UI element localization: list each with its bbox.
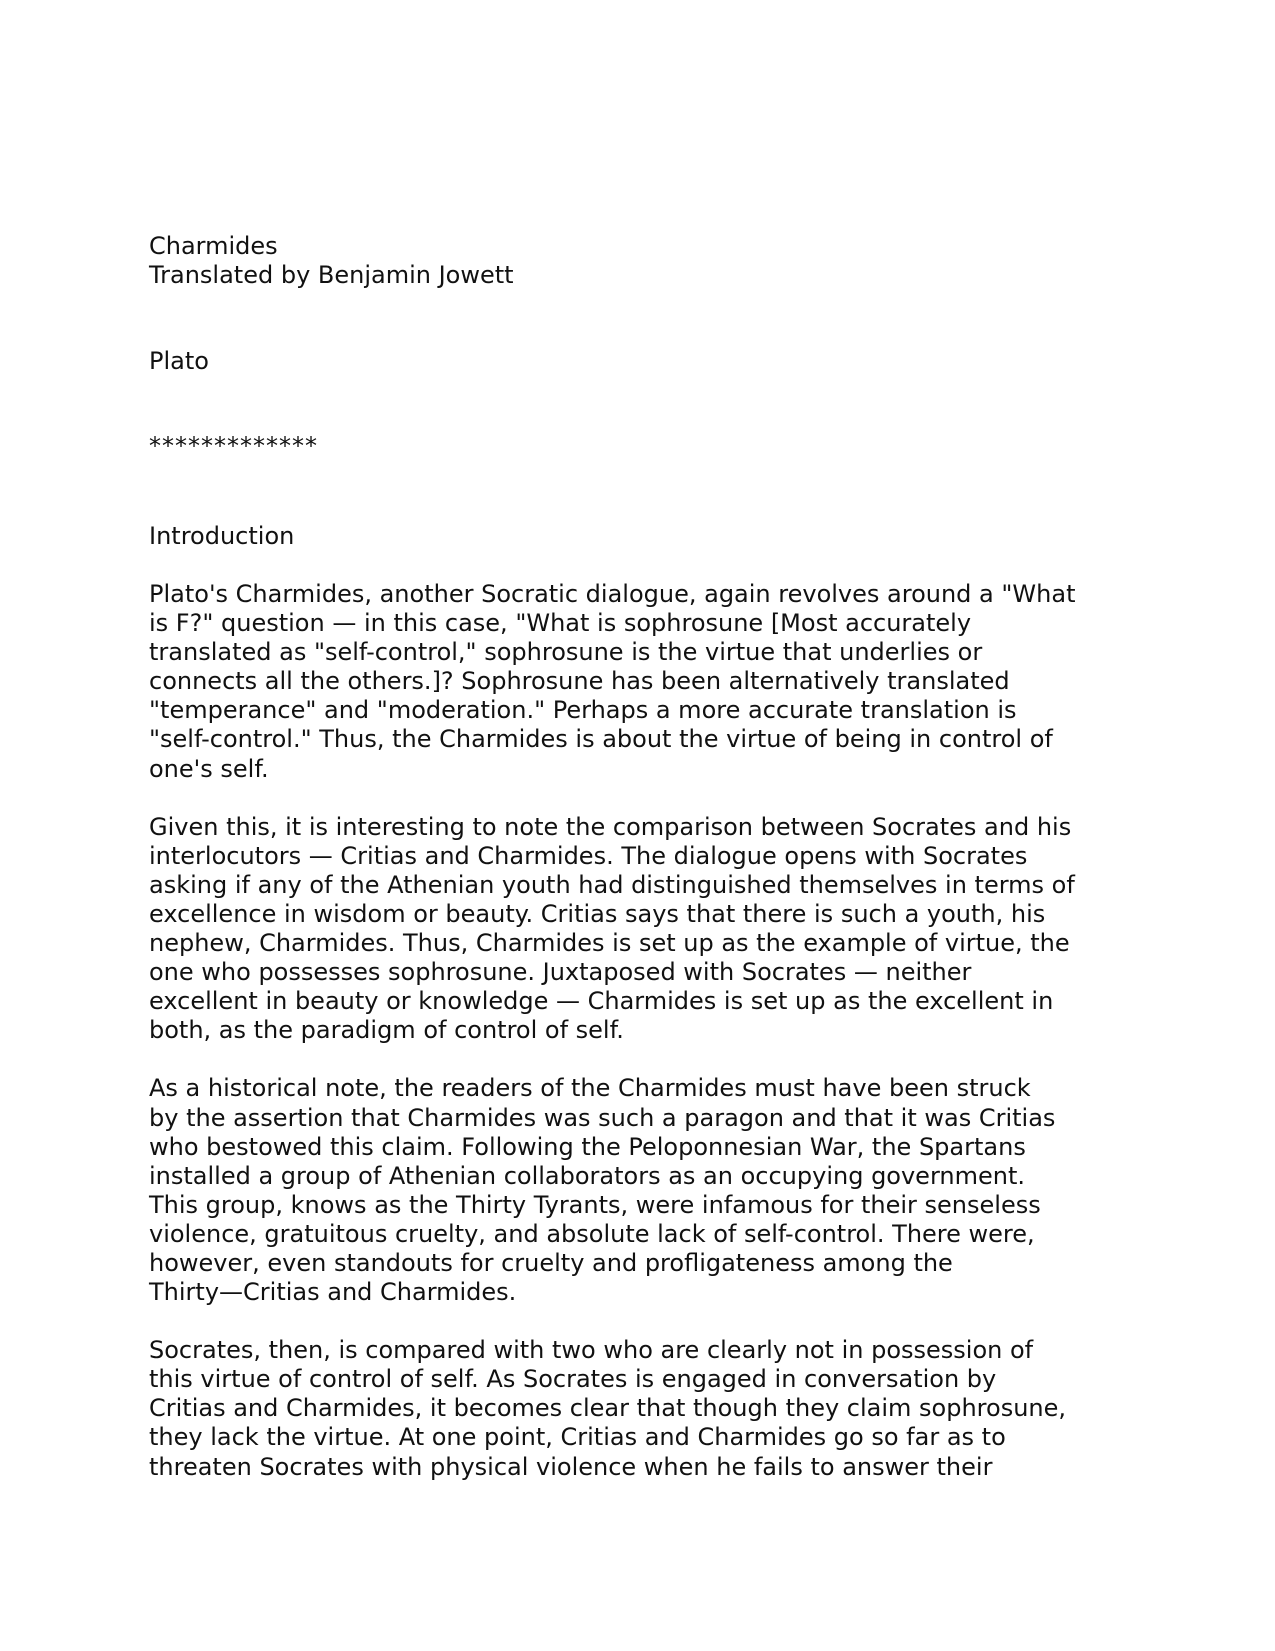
paragraph-line: violence, gratuitous cruelty, and absolute lack of self-control. There were, [149, 1219, 1035, 1248]
document-page [149, 232, 1129, 1482]
paragraph-line: Thirty—Critias and Charmides. [149, 1278, 517, 1307]
paragraph-line: is F?" question — in this case, "What is sophrosune [Most accurately [149, 609, 972, 638]
paragraph-1 [149, 580, 1129, 784]
paragraph-line: this virtue of control of self. As Socrates is engaged in conversation by [149, 1365, 997, 1394]
paragraph-line: interlocutors — Critias and Charmides. The dialogue opens with Socrates [149, 841, 1028, 870]
paragraph-line: excellent in beauty or knowledge — Charmides is set up as the excellent in [149, 987, 1054, 1016]
document-title: Charmides [149, 232, 278, 260]
paragraph-line: however, even standouts for cruelty and profligateness among the [149, 1248, 953, 1277]
paragraph-line: they lack the virtue. At one point, Critias and Charmides go so far as to [149, 1423, 1006, 1452]
paragraph-line: "self-control." Thus, the Charmides is about the virtue of being in control of [149, 725, 1053, 754]
paragraph-line: excellence in wisdom or beauty. Critias says that there is such a youth, his [149, 899, 1046, 928]
paragraph-line: one who possesses sophrosune. Juxtaposed with Socrates — neither [149, 958, 972, 987]
paragraph-line: installed a group of Athenian collaborators as an occupying government. [149, 1161, 1025, 1190]
paragraph-line: by the assertion that Charmides was such a paragon and that it was Critias [149, 1103, 1056, 1132]
paragraph-2 [149, 813, 1129, 1046]
paragraph-line: Plato's Charmides, another Socratic dialogue, again revolves around a "What [149, 580, 1076, 608]
paragraph-line: who bestowed this claim. Following the Peloponnesian War, the Spartans [149, 1132, 1026, 1161]
paragraph-3 [149, 1074, 1129, 1307]
paragraph-line: This group, knows as the Thirty Tyrants, were infamous for their senseless [149, 1190, 1041, 1219]
separator-asterisks: ************* [149, 432, 318, 460]
title-block [149, 232, 1129, 290]
section-heading: Introduction [149, 522, 295, 550]
paragraph-line: one's self. [149, 754, 269, 783]
paragraph-line: asking if any of the Athenian youth had distinguished themselves in terms of [149, 870, 1075, 899]
paragraph-line: both, as the paradigm of control of self. [149, 1016, 624, 1045]
paragraph-line: translated as "self-control," sophrosune is the virtue that underlies or [149, 638, 983, 667]
paragraph-line: connects all the others.]? Sophrosune has been alternatively translated [149, 667, 1010, 696]
translator-credit: Translated by Benjamin Jowett [149, 261, 514, 289]
paragraph-line: threaten Socrates with physical violence when he fails to answer their [149, 1452, 993, 1481]
paragraph-line: "temperance" and "moderation." Perhaps a more accurate translation is [149, 696, 1017, 725]
paragraph-line: As a historical note, the readers of the Charmides must have been struck [149, 1074, 1031, 1103]
paragraph-line: Socrates, then, is compared with two who are clearly not in possession of [149, 1336, 1034, 1365]
paragraph-4 [149, 1336, 1129, 1481]
paragraph-line: Critias and Charmides, it becomes clear that though they claim sophrosune, [149, 1394, 1067, 1423]
paragraph-line: nephew, Charmides. Thus, Charmides is set up as the example of virtue, the [149, 929, 1070, 958]
paragraph-line: Given this, it is interesting to note the comparison between Socrates and his [149, 812, 1072, 841]
author-name: Plato [149, 347, 209, 375]
